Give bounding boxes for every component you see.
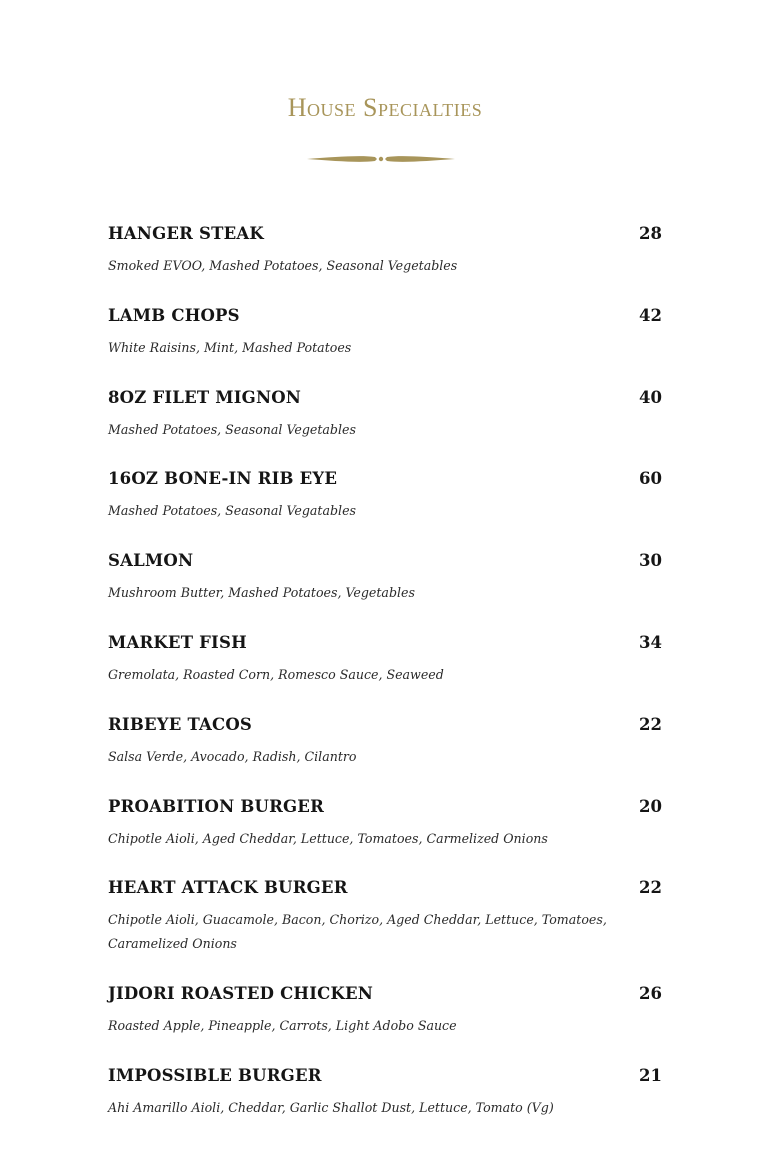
item-name: PROABITION BURGER xyxy=(108,797,324,816)
item-price: 22 xyxy=(639,878,662,897)
item-description: Ahi Amarillo Aioli, Cheddar, Garlic Shallot Dust, Lettuce, Tomato (Vg) xyxy=(108,1100,554,1115)
flourish-divider-icon xyxy=(305,150,457,168)
item-description: Chipotle Aioli, Guacamole, Bacon, Chorizo, Aged Cheddar, Lettuce, Tomatoes, Caramelized Onions xyxy=(108,912,607,951)
menu-item xyxy=(108,797,662,851)
menu-item xyxy=(108,878,662,956)
item-price: 60 xyxy=(639,469,662,488)
item-price: 26 xyxy=(639,984,662,1003)
item-description: Mashed Potatoes, Seasonal Vegatables xyxy=(108,503,356,518)
page-title: House Specialties xyxy=(287,93,483,122)
item-price: 20 xyxy=(639,797,662,816)
item-description: Mushroom Butter, Mashed Potatoes, Vegetables xyxy=(108,585,415,600)
item-description: Mashed Potatoes, Seasonal Vegetables xyxy=(108,422,356,437)
item-price: 30 xyxy=(639,551,662,570)
item-name: LAMB CHOPS xyxy=(108,306,240,325)
menu-item xyxy=(108,715,662,769)
menu-item xyxy=(108,1066,662,1120)
item-price: 21 xyxy=(639,1066,662,1085)
item-price: 34 xyxy=(639,633,662,652)
menu-item xyxy=(108,388,662,442)
item-price: 22 xyxy=(639,715,662,734)
item-name: SALMON xyxy=(108,551,194,570)
item-description: White Raisins, Mint, Mashed Potatoes xyxy=(108,340,352,355)
item-name: IMPOSSIBLE BURGER xyxy=(108,1066,322,1085)
item-name: 8OZ FILET MIGNON xyxy=(108,388,302,407)
item-price: 40 xyxy=(639,388,662,407)
item-name: 16OZ BONE-IN RIB EYE xyxy=(108,469,338,488)
item-description: Roasted Apple, Pineapple, Carrots, Light Adobo Sauce xyxy=(108,1018,457,1033)
menu-item xyxy=(108,984,662,1038)
menu-item xyxy=(108,469,662,523)
item-description: Salsa Verde, Avocado, Radish, Cilantro xyxy=(108,749,357,764)
item-price: 28 xyxy=(639,224,662,243)
item-name: RIBEYE TACOS xyxy=(108,715,253,734)
menu-item xyxy=(108,224,662,278)
item-name: MARKET FISH xyxy=(108,633,247,652)
item-description: Gremolata, Roasted Corn, Romesco Sauce, Seaweed xyxy=(108,667,444,682)
item-name: HEART ATTACK BURGER xyxy=(108,878,348,897)
menu-item xyxy=(108,306,662,360)
menu-item xyxy=(108,633,662,687)
menu-item xyxy=(108,551,662,605)
item-description: Smoked EVOO, Mashed Potatoes, Seasonal Vegetables xyxy=(108,258,458,273)
item-description: Chipotle Aioli, Aged Cheddar, Lettuce, Tomatoes, Carmelized Onions xyxy=(108,831,548,846)
item-name: JIDORI ROASTED CHICKEN xyxy=(108,984,374,1003)
item-price: 42 xyxy=(639,306,662,325)
item-name: HANGER STEAK xyxy=(108,224,264,243)
